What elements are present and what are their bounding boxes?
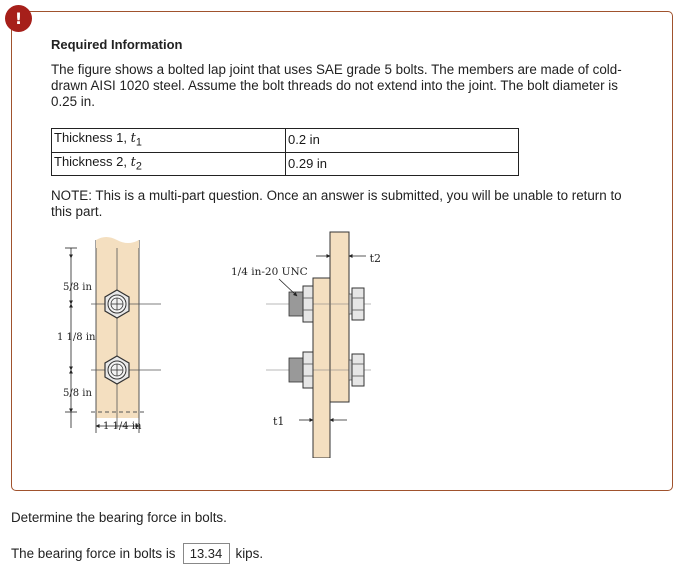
answer-prefix: The bearing force in bolts is xyxy=(11,545,176,561)
thread-label: 1/4 in-20 UNC xyxy=(231,266,308,278)
table-cell-value: 0.2 in xyxy=(286,129,519,153)
table-cell-label: Thickness 1, $t_1$ xyxy=(52,129,286,153)
alert-icon: ! xyxy=(5,5,32,32)
section-heading: Required Information xyxy=(51,37,183,52)
table-row xyxy=(52,152,519,176)
note-text: NOTE: This is a multi-part question. Once an answer is submitted, you will be unable to return to this part. xyxy=(51,188,622,219)
bolted-joint-figure xyxy=(51,228,381,458)
table-row xyxy=(52,129,519,153)
plate-t1 xyxy=(313,278,330,458)
question-text: Determine the bearing force in bolts. xyxy=(11,510,227,525)
problem-description: The figure shows a bolted lap joint that uses SAE grade 5 bolts. The members are made of cold-drawn AISI 1020 steel. Assume the bolt threads do not extend into the joint. The bolt diameter is 0.25 in. xyxy=(51,62,622,109)
dim-bot-label: 5/8 in xyxy=(63,388,92,399)
dim-width-label: 1 1/4 in xyxy=(103,421,142,432)
table-cell-label: Thickness 2, $t_2$ xyxy=(52,152,286,176)
t1-label: t1 xyxy=(273,415,285,428)
table-cell-value: 0.29 in xyxy=(286,152,519,176)
answer-input[interactable]: 13.34 xyxy=(183,543,230,564)
thickness-table xyxy=(51,128,519,176)
answer-line xyxy=(11,542,263,564)
plate-t2 xyxy=(330,232,349,402)
t2-label: t2 xyxy=(369,252,381,265)
dim-top-label: 5/8 in xyxy=(63,282,92,293)
dim-mid-label: 1 1/8 in xyxy=(57,332,96,343)
answer-unit: kips. xyxy=(235,545,264,561)
